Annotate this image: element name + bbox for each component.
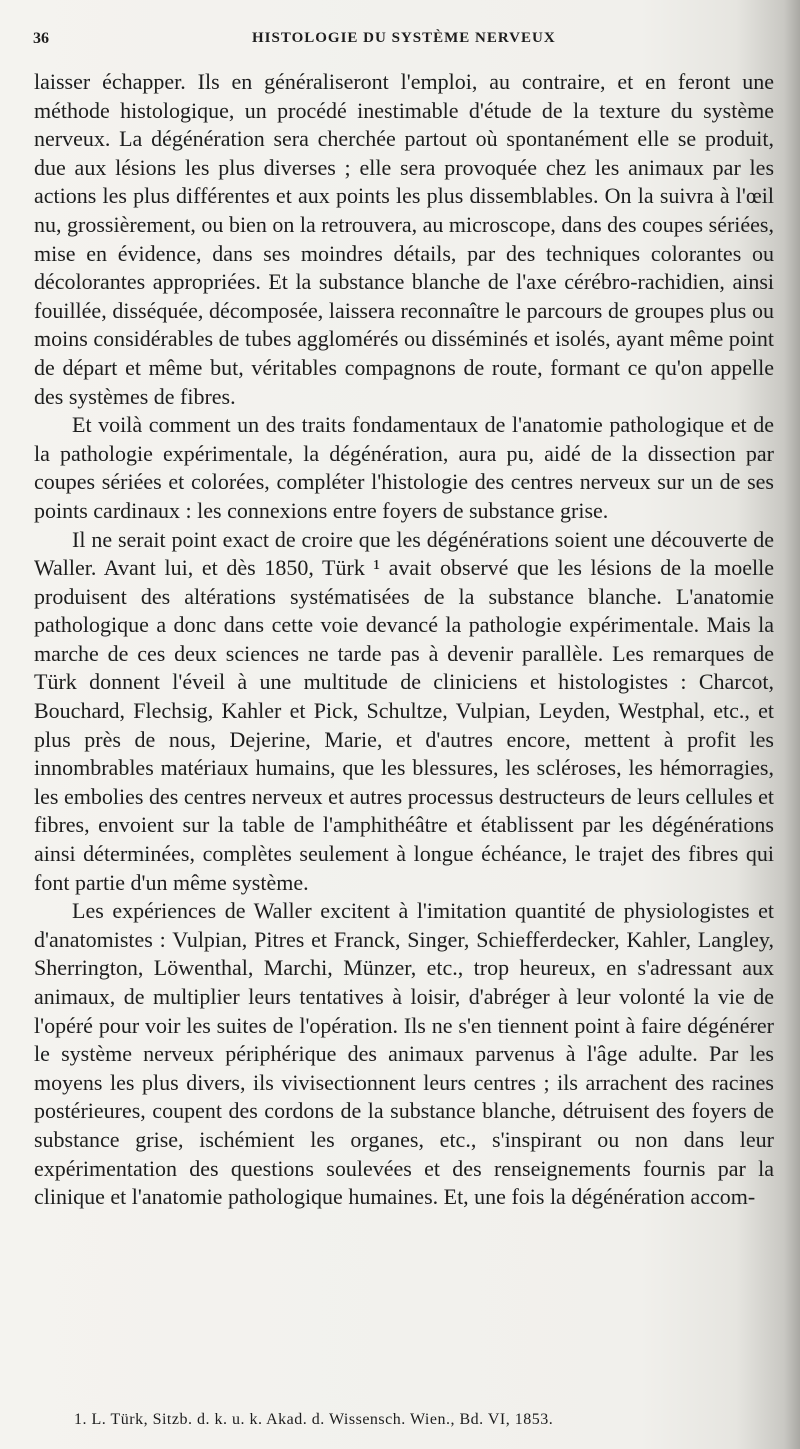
paragraph-2: Et voilà comment un des traits fondamentaux de l'anatomie pathologique et de la pathologie expérimentale, la dégénération, aura pu, aidé de la dissection par coupes sériées et colorées, compléter l'histologie des centres nerveux sur un de ses points cardinaux : les connexions entre foyers de substance grise. <box>34 412 774 523</box>
paragraph-3: Il ne serait point exact de croire que les dégénérations soient une découverte de Waller. Avant lui, et dès 1850, Türk ¹ avait observé que les lésions de la moelle produisent des altérations systématisées de la substance blanche. L'anatomie pathologique a donc dans cette voie devancé la pathologie expérimentale. Mais la marche de ces deux sciences ne tarde pas à devenir parallèle. Les remarques de Türk donnent l'éveil à une multitude de cliniciens et histologistes : Charcot, Bouchard, Flechsig, Kahler et Pick, Schultze, Vulpian, Leyden, Westphal, etc., et plus près de nous, Dejerine, Marie, et d'autres encore, mettent à profit les innombrables matériaux humains, que les blessures, les scléroses, les hémorragies, les embolies des centres nerveux et autres processus destructeurs de leurs cellules et fibres, envoient sur la table de l'amphithéâtre et établissent par les dégénérations ainsi déterminées, complètes seulement à longue échéance, le trajet des fibres qui font partie d'un même système. <box>34 526 774 895</box>
paragraph-4: Les expériences de Waller excitent à l'imitation quantité de physiologistes et d'anatomistes : Vulpian, Pitres et Franck, Singer, Schiefferdecker, Kahler, Langley, Sherrington, Löwenthal, Marchi, Münzer, etc., trop heureux, en s'adressant aux animaux, de multiplier leurs tentatives à loisir, d'abréger à leur volonté la vie de l'opéré pour voir les suites de l'opération. Ils ne s'en tiennent point à faire dégénérer le système nerveux périphérique des animaux parvenus à l'âge adulte. Par les moyens les plus divers, ils vivisectionnent leurs centres ; ils arrachent des racines postérieures, coupent des cordons de la substance blanche, détruisent des foyers de substance grise, ischémient les organes, etc., s'inspirant ou non dans leur expérimentation des questions soulevées et des renseignements fournis par la clinique et l'anatomie pathologique humaines. Et, une fois la dégénération accom- <box>34 898 774 1210</box>
body-text <box>34 68 774 1212</box>
page-header <box>30 30 780 54</box>
page-number: 36 <box>33 30 49 47</box>
footnote: 1. L. Türk, Sitzb. d. k. u. k. Akad. d. Wissensch. Wien., Bd. VI, 1853. <box>74 1411 554 1428</box>
running-title: HISTOLOGIE DU SYSTÈME NERVEUX <box>252 30 556 46</box>
paragraph-1: laisser échapper. Ils en généraliseront l'emploi, au contraire, et en feront une méthode histologique, un procédé inestimable d'étude de la texture du système nerveux. La dégénération sera cherchée partout où spontanément elle se produit, due aux lésions les plus diverses ; elle sera provoquée chez les animaux par les actions les plus différentes et aux points les plus dissemblables. On la suivra à l'œil nu, grossièrement, ou bien on la retrouvera, au microscope, dans des coupes sériées, mise en évidence, dans ses moindres détails, par des techniques colorantes ou décolorantes appropriées. Et la substance blanche de l'axe cérébro-rachidien, ainsi fouillée, disséquée, décomposée, laissera reconnaître le parcours de groupes plus ou moins considérables de tubes agglomérés ou disséminés et isolés, ayant même point de départ et même but, véritables compagnons de route, formant ce qu'on appelle des systèmes de fibres. <box>34 69 774 409</box>
